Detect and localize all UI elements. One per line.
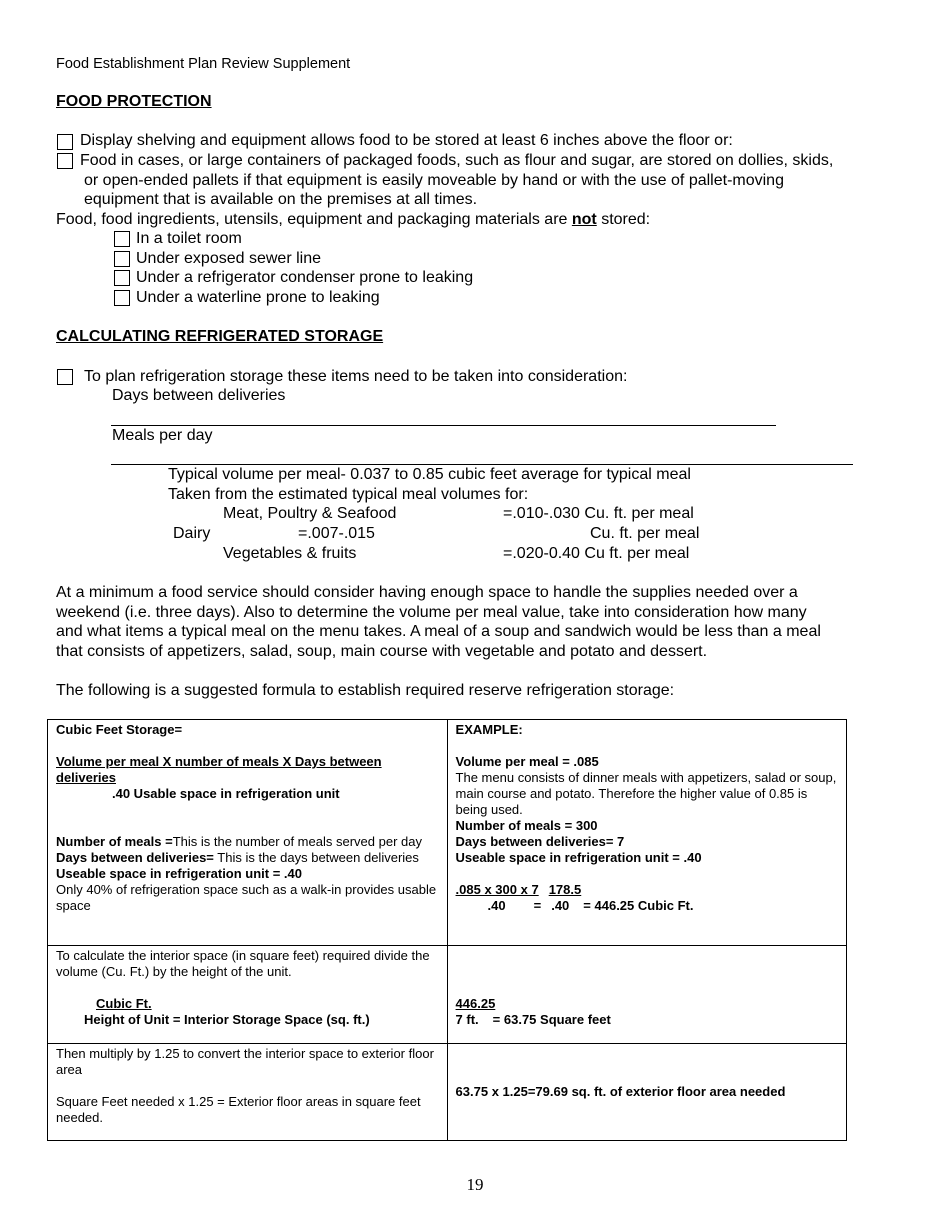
meat-label: Meat, Poultry & Seafood — [223, 505, 397, 522]
formula-numerator-line1: Volume per meal X number of meals X Days between — [56, 754, 382, 769]
formula-table — [47, 719, 847, 1141]
condenser-checkbox[interactable] — [114, 270, 130, 286]
dollies-text-line1: Food in cases, or large containers of packaged foods, such as flour and sugar, are stored on dollies, skids, — [80, 152, 834, 169]
shelving-checkbox[interactable] — [57, 134, 73, 150]
vegetables-value: =.020-0.40 Cu ft. per meal — [503, 545, 690, 562]
table-row — [48, 1044, 847, 1141]
sewer-line-checkbox[interactable] — [114, 251, 130, 267]
interior-space-cell — [48, 946, 448, 1044]
interior-example-denominator: 7 ft. = 63.75 Square feet — [455, 1012, 611, 1027]
toilet-room-text: In a toilet room — [136, 230, 242, 247]
example-title: EXAMPLE: — [455, 722, 523, 737]
refrigeration-plan-text: To plan refrigeration storage these items need to be taken into consideration: — [84, 368, 628, 385]
condenser-text: Under a refrigerator condenser prone to leaking — [136, 269, 474, 286]
dollies-checkbox[interactable] — [57, 153, 73, 169]
interior-example-cell — [447, 946, 846, 1044]
meals-definition: Number of meals =This is the number of meals served per day — [56, 834, 422, 849]
days-between-deliveries-label: Days between deliveries — [112, 387, 286, 404]
usable-space-explanation: Only 40% of refrigeration space such as a walk-in provides usable space — [56, 882, 437, 913]
exterior-example-cell — [447, 1044, 846, 1141]
exterior-area-text: Then multiply by 1.25 to convert the interior space to exterior floor area — [56, 1046, 434, 1077]
usable-space-definition: Useable space in refrigeration unit = .40 — [56, 866, 303, 881]
interior-formula-denominator: Height of Unit = Interior Storage Space (sq. ft.) — [84, 1012, 370, 1027]
shelving-text: Display shelving and equipment allows food to be stored at least 6 inches above the floor or: — [80, 132, 733, 149]
exterior-example-result: 63.75 x 1.25=79.69 sq. ft. of exterior floor area needed — [455, 1084, 786, 1099]
formula-denominator: .40 Usable space in refrigeration unit — [112, 786, 340, 801]
waterline-text: Under a waterline prone to leaking — [136, 289, 380, 306]
example-days: Days between deliveries= 7 — [455, 834, 625, 849]
exterior-area-cell — [48, 1044, 448, 1141]
dollies-text-line2: or open-ended pallets if that equipment is easily moveable by hand or with the use of pallet-moving — [84, 172, 784, 189]
formula-intro: The following is a suggested formula to establish required reserve refrigeration storage: — [56, 682, 675, 699]
exterior-area-formula: Square Feet needed x 1.25 = Exterior floor areas in square feet needed. — [56, 1094, 421, 1125]
example-menu-text: The menu consists of dinner meals with appetizers, salad or soup, main course and potato. Therefore the higher value of 0.85 is being used. — [455, 770, 837, 817]
dollies-text-line3: equipment that is available on the premises at all times. — [84, 191, 478, 208]
dairy-unit: Cu. ft. per meal — [590, 525, 700, 542]
not-stored-statement: Food, food ingredients, utensils, equipment and packaging materials are not stored: — [56, 211, 651, 228]
minimum-paragraph-line1: At a minimum a food service should consider having enough space to handle the supplies needed over a — [56, 584, 798, 601]
table-row — [48, 720, 847, 946]
example-calc-numerator: .085 x 300 x 7 178.5 — [455, 882, 582, 897]
minimum-paragraph-line2: weekend (i.e. three days). Also to determine the volume per meal value, take into consideration how many — [56, 604, 807, 621]
document-header: Food Establishment Plan Review Supplement — [56, 56, 351, 72]
toilet-room-checkbox[interactable] — [114, 231, 130, 247]
minimum-paragraph-line4: that consists of appetizers, salad, soup, main course with vegetable and potato and dessert. — [56, 643, 708, 660]
page-number: 19 — [466, 1175, 484, 1194]
formula-definition-cell — [48, 720, 448, 946]
vegetables-label: Vegetables & fruits — [223, 545, 357, 562]
example-calc-denominator: .40 = .40 = 446.25 Cubic Ft. — [487, 898, 694, 913]
refrigerated-storage-heading: CALCULATING REFRIGERATED STORAGE — [56, 328, 384, 345]
example-meals: Number of meals = 300 — [455, 818, 598, 833]
refrigeration-plan-checkbox[interactable] — [57, 369, 73, 385]
cubic-feet-storage-title: Cubic Feet Storage= — [56, 722, 183, 737]
interior-space-text: To calculate the interior space (in square feet) required divide the volume (Cu. Ft.) by the height of the unit. — [56, 948, 430, 979]
meals-per-day-label: Meals per day — [112, 427, 213, 444]
table-row — [48, 946, 847, 1044]
example-volume: Volume per meal = .085 — [455, 754, 599, 769]
days-definition: Days between deliveries= This is the days between deliveries — [56, 850, 419, 865]
typical-volume-text: Typical volume per meal- 0.037 to 0.85 cubic feet average for typical meal — [168, 466, 691, 483]
waterline-checkbox[interactable] — [114, 290, 130, 306]
interior-example-numerator: 446.25 — [455, 996, 496, 1011]
dairy-range: =.007-.015 — [298, 525, 375, 542]
example-cell — [447, 720, 846, 946]
formula-numerator-line2: deliveries — [56, 770, 116, 785]
food-protection-heading: FOOD PROTECTION — [56, 93, 212, 110]
example-usable: Useable space in refrigeration unit = .40 — [455, 850, 702, 865]
taken-from-text: Taken from the estimated typical meal volumes for: — [168, 486, 529, 503]
dairy-label: Dairy — [173, 525, 211, 542]
interior-formula-numerator: Cubic Ft. — [96, 996, 152, 1011]
meat-value: =.010-.030 Cu. ft. per meal — [503, 505, 694, 522]
minimum-paragraph-line3: and what items a typical meal on the menu takes. A meal of a soup and sandwich would be less than a meal — [56, 623, 821, 640]
sewer-line-text: Under exposed sewer line — [136, 250, 321, 267]
